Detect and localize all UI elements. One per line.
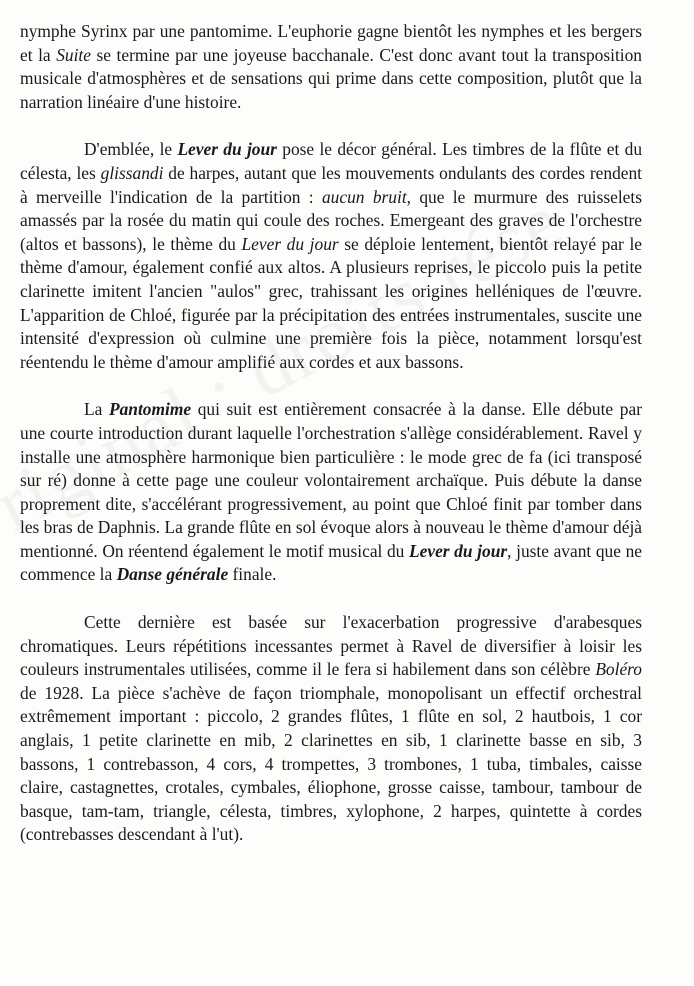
text-run: finale. — [228, 564, 277, 585]
text-run: pose le décor général. Les timbres de la flûte et du célesta, les — [20, 139, 643, 183]
body-text — [20, 20, 642, 847]
text-run: Cette dernière est basée sur l'exacerbation progressive d'arabesques chromatiques. Leurs répétitions incessantes permet à Ravel de diversifier à loisir les couleurs instrumentales utilisées, comme il le fera si habilement dans son célèbre — [20, 612, 642, 680]
text-run: se déploie lentement, bientôt relayé par le thème d'amour, également confié aux altos. A plusieurs reprises, le piccolo puis la petite clarinette imitent l'ancien "aulos" grec, trahissant les origines helléniques de l'œuvre. L'apparition de Chloé, figurée par la précipitation des entrées instrumentales, suscite une intensité d'expression où culmine une première fois la pièce, notamment lorsqu'est réentendu le thème d'amour amplifié aux cordes et aux bassons. — [20, 233, 642, 372]
emphasized-text: Suite — [56, 44, 91, 65]
text-run: D'emblée, le — [84, 139, 178, 160]
emphasized-text: Danse générale — [116, 564, 229, 585]
emphasized-text: Pantomime — [108, 399, 192, 420]
text-run: , que le murmure des ruisselets amassés par la rosée du matin qui coule des roches. Emergeant des graves de l'orchestre (altos et bassons), le thème du — [20, 186, 643, 254]
text-run: se termine par une joyeuse bacchanale. C'est donc avant tout la transposition musicale d'atmosphères et de sensations qui prime dans cette composition, plutôt que la narration linéaire d'une histoire. — [20, 44, 643, 112]
emphasized-text: Lever du jour — [241, 233, 339, 254]
text-run: La — [84, 399, 109, 420]
text-run: de 1928. La pièce s'achève de façon triomphale, monopolisant un effectif orchestral extrêmement important : piccolo, 2 grandes flûtes, 1 flûte en sol, 2 hautbois, 1 cor anglais, 1 petite clarinette en mib, 2 clarinettes en sib, 1 clarinette basse en sib, 3 bassons, 1 contrebasson, 4 cors, 4 trompettes, 3 trombones, 1 tuba, timbales, caisse claire, castagnettes, crotales, cymbales, éliophone, grosse caisse, tambour, tambour de basque, tam-tam, triangle, célesta, timbres, xylophone, 2 harpes, quintette à cordes (contrebasses descendant à l'ut). — [20, 682, 642, 845]
emphasized-text: aucun bruit — [321, 186, 407, 207]
emphasized-text: Boléro — [595, 659, 642, 680]
paragraph — [20, 138, 642, 374]
paragraph — [20, 20, 642, 114]
text-run: , juste avant que ne commence la — [20, 540, 642, 585]
text-run: qui suit est entièrement consacrée à la danse. Elle débute par une courte introduction durant laquelle l'orchestration s'allège considérablement. Ravel y installe une atmosphère harmonique bien particulière : le mode grec de fa (ici transposé sur ré) donne à cette page une couleur volontairement archaïque. Puis débute la danse proprement dite, s'accélérant progressivement, au point que Chloé finit par tomber dans les bras de Daphnis. La grande flûte en sol évoque alors à nouveau le thème d'amour déjà mentionné. On réentend également le motif musical du — [20, 399, 642, 561]
text-run: de harpes, autant que les mouvements ondulants des cordes rendent à merveille l'indication de la partition : — [20, 162, 643, 207]
emphasized-text: Lever du jour — [409, 540, 508, 561]
paragraph — [20, 611, 642, 847]
paragraph — [20, 398, 642, 587]
emphasized-text: glissandi — [100, 162, 164, 183]
emphasized-text: Lever du jour — [177, 139, 277, 160]
text-run: nymphe Syrinx par une pantomime. L'euphorie gagne bientôt les nymphes et les bergers et la — [20, 21, 642, 65]
